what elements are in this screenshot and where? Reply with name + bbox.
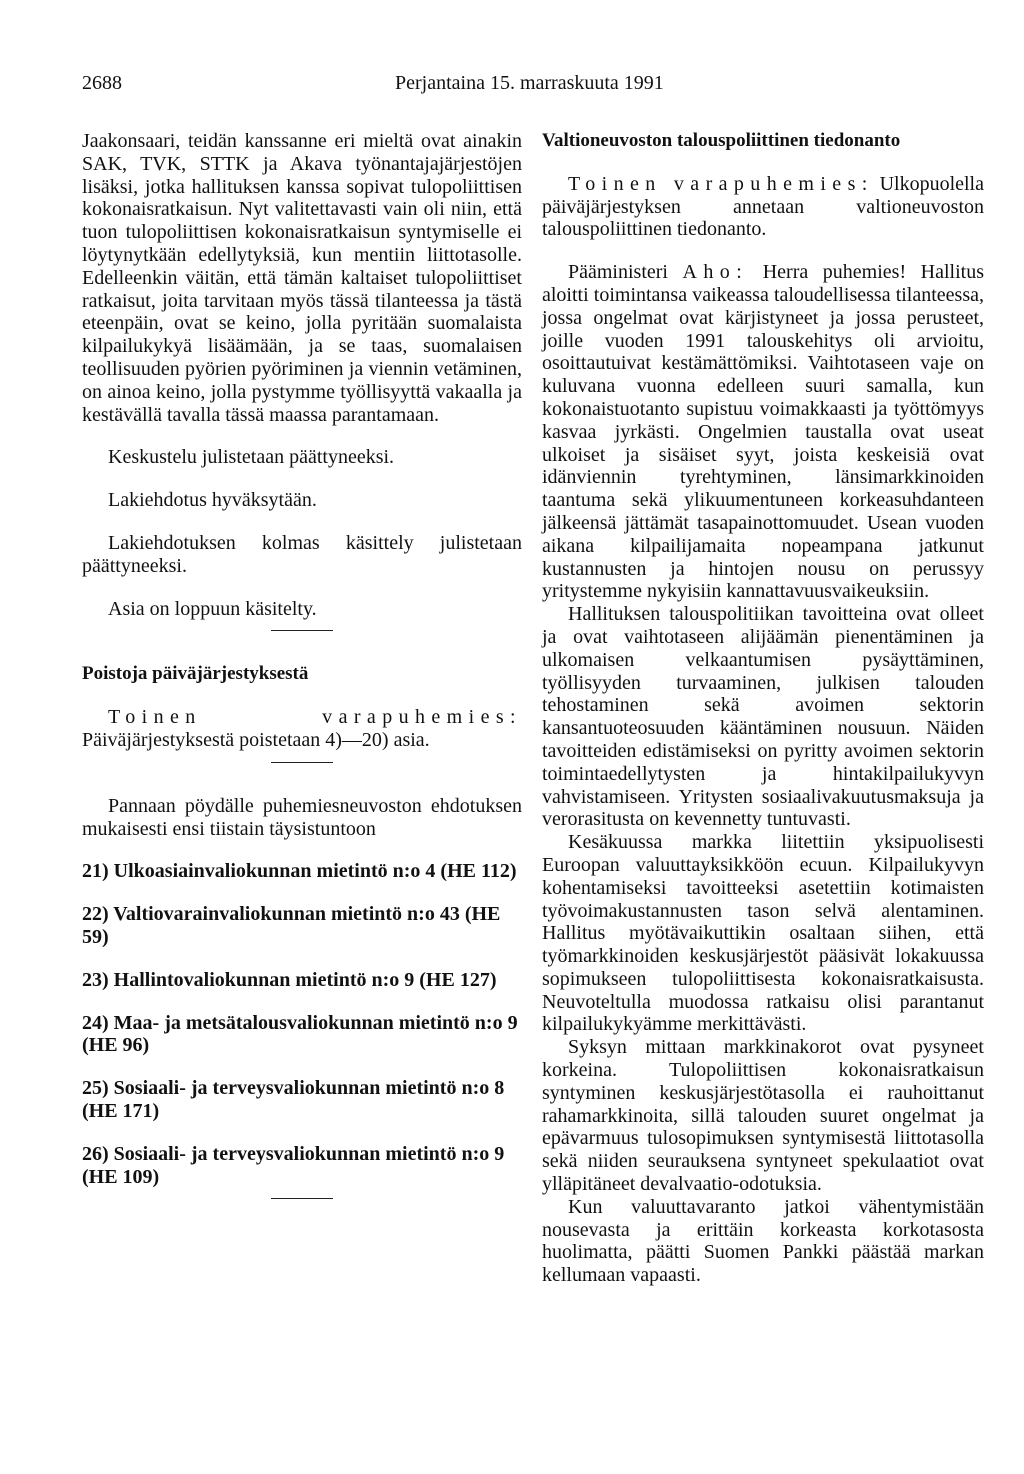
pm-paragraph bbox=[542, 261, 984, 603]
page-number: 2688 bbox=[82, 72, 122, 94]
removal-text: Päiväjärjestyksestä poistetaan 4)—20) asia. bbox=[82, 728, 430, 751]
closing-line-2: Lakiehdotus hyväksytään. bbox=[108, 489, 317, 512]
agenda-item-21: 21) Ulkoasiainvaliokunnan mietintö n:o 4 (HE 112) bbox=[82, 860, 517, 883]
removal-paragraph bbox=[82, 706, 522, 752]
pm-text: Herra puhemies! Hallitus aloitti toimintansa vaikeassa taloudellisessa tilanteessa, jossa ongelmat ovat kärjistyneet ja jossa perusteet, joille vuoden 1991 talouskehitys oli arvioitu, osoittautuivat kestämättömiksi. Vaihtotaseen vaje on kuluvana vuonna edelleen suuri samalla, kun kokonaistuotanto supistuu voimakkaasti ja työttömyys kasvaa jyrkästi. Ongelmien taustalla ovat useat ulkoiset ja sisäiset syyt, joista keskeisiä ovat idänviennin tyrehtyminen, länsimarkkinoiden taantuma sekä ylikuumentuneen korkeasuhdanteen jälkeensä jättämät tasapainottomuudet. Usean vuoden aikana kilpailijamaita nopeampana jatkunut kustannusten ja hintojen nousu on perussyy yritystemme nykyisiin kannattavuusvaikeuksiin. bbox=[542, 261, 984, 603]
running-head: Perjantaina 15. marraskuuta 1991 bbox=[395, 72, 664, 94]
closing-line-1: Keskustelu julistetaan päättyneeksi. bbox=[108, 446, 395, 469]
pm-label: Pääministeri bbox=[568, 261, 668, 284]
agenda-item-22: 22) Valtiovarainvaliokunnan mietintö n:o 43 (HE 59) bbox=[82, 903, 501, 948]
speaker-paragraph bbox=[542, 173, 984, 241]
closing-line-4: Asia on loppuun käsitelty. bbox=[108, 597, 317, 620]
body-paragraph-2: Kesäkuussa markka liitettiin yksipuolisesti Euroopan valuuttayksikköön ecuun. Kilpailukyvyn kohentamiseksi tavoitteeksi asetettiin kotimaisten työvoimakustannusten tason selvä alentaminen. Hallitus myötävaikuttikin osaltaan siihen, että työmarkkinoiden keskusjärjestöt pääsivät lokakuussa sopimukseen tulopoliittisesta kokonaisratkaisusta. Neuvoteltulla muodossa ratkaisu olisi parantanut kilpailukykyämme merkittävästi. bbox=[542, 831, 984, 1036]
right-heading: Valtioneuvoston talouspoliittinen tiedonanto bbox=[542, 130, 901, 151]
end-divider bbox=[271, 1198, 333, 1199]
speaker-label: Toinen varapuhemies: bbox=[108, 706, 522, 729]
body-paragraph-1: Hallituksen talouspolitiikan tavoitteina ovat olleet ja ovat vaihtotaseen alijäämän pienentäminen ja ulkomaisen velkaantumisen pysäyttäminen, työllisyyden turvaaminen, julkisen talouden tehostaminen sekä avoimen sektorin kansantuoteosuuden kääntäminen nousuun. Näiden tavoitteiden edistämiseksi on pyritty avoimen sektorin toimintaedellytysten ja hintakilpailukyvyn vahvistamiseen. Yritysten sosiaalivakuutusmaksuja ja verorasitusta on kevennetty tuntuvasti. bbox=[542, 603, 984, 831]
intro-paragraph: Jaakonsaari, teidän kanssanne eri mieltä ovat ainakin SAK, TVK, STTK ja Akava työnantajajärjestöjen lisäksi, jotka hallituksen kanssa sopivat tulopoliittisen kokonaisratkaisun. Nyt valitettavasti vain oli niin, että tuon tulopoliittisen kokonaisratkaisun syntymiselle ei löytynytkään edellytyksiä, kun mentiin liittotasolle. Edelleenkin väitän, että tämän kaltaiset tulopoliittiset ratkaisut, joita tarvitaan myös tässä tilanteessa ja tästä eteenpäin, ovat se keino, jolla pyritään suomalaista kilpailukykyä lisäämään, ja se taas, suomalaisen teollisuuden pyörien pyöriminen ja viennin vetäminen, on ainoa keino, jolla pystymme työllisyyttä vakaalla ja kestävällä tavalla tässä maassa parantamaan. bbox=[82, 130, 522, 426]
agenda-item-26: 26) Sosiaali- ja terveysvaliokunnan mietintö n:o 9 (HE 109) bbox=[82, 1142, 505, 1188]
right-column bbox=[542, 130, 984, 1287]
pm-name: Aho: bbox=[682, 261, 749, 284]
section-heading: Poistoja päiväjärjestyksestä bbox=[82, 663, 309, 685]
body-paragraph-4: Kun valuuttavaranto jatkoi vähentymistään nousevasta ja erittäin korkeasta korkotasosta huolimatta, päätti Suomen Pankki päästää markan kellumaan vapaasti. bbox=[542, 1195, 984, 1287]
agenda-item-24: 24) Maa- ja metsätalousvaliokunnan mietintö n:o 9 (HE 96) bbox=[82, 1011, 518, 1057]
tabled-intro: Pannaan pöydälle puhemiesneuvoston ehdotuksen mukaisesti ensi tiistain täysistuntoon bbox=[82, 794, 522, 840]
speaker-text: Ulkopuolella päiväjärjestyksen annetaan valtioneuvoston talouspoliittinen tiedonanto. bbox=[542, 172, 984, 241]
closing-line-3: Lakiehdotuksen kolmas käsittely julistetaan päättyneeksi. bbox=[82, 531, 522, 577]
left-column bbox=[82, 130, 522, 1199]
agenda-item-25: 25) Sosiaali- ja terveysvaliokunnan mietintö n:o 8 (HE 171) bbox=[82, 1077, 505, 1122]
agenda-item-23: 23) Hallintovaliokunnan mietintö n:o 9 (HE 127) bbox=[82, 968, 497, 991]
page-header bbox=[82, 72, 942, 102]
body-paragraph-3: Syksyn mittaan markkinakorot ovat pysyneet korkeina. Tulopoliittisen kokonaisratkaisun syntyminen keskusjärjestötasolla ei rauhoittanut rahamarkkinoita, sillä talouden suuret ongelmat ja epävarmuus tulosopimuksen syntymisestä liittotasolla sekä niiden seurauksena syntyneet spekulaatiot ovat ylläpitäneet devalvaatio-odotuksia. bbox=[542, 1036, 984, 1196]
speaker-label-right: Toinen varapuhemies: bbox=[568, 172, 874, 195]
